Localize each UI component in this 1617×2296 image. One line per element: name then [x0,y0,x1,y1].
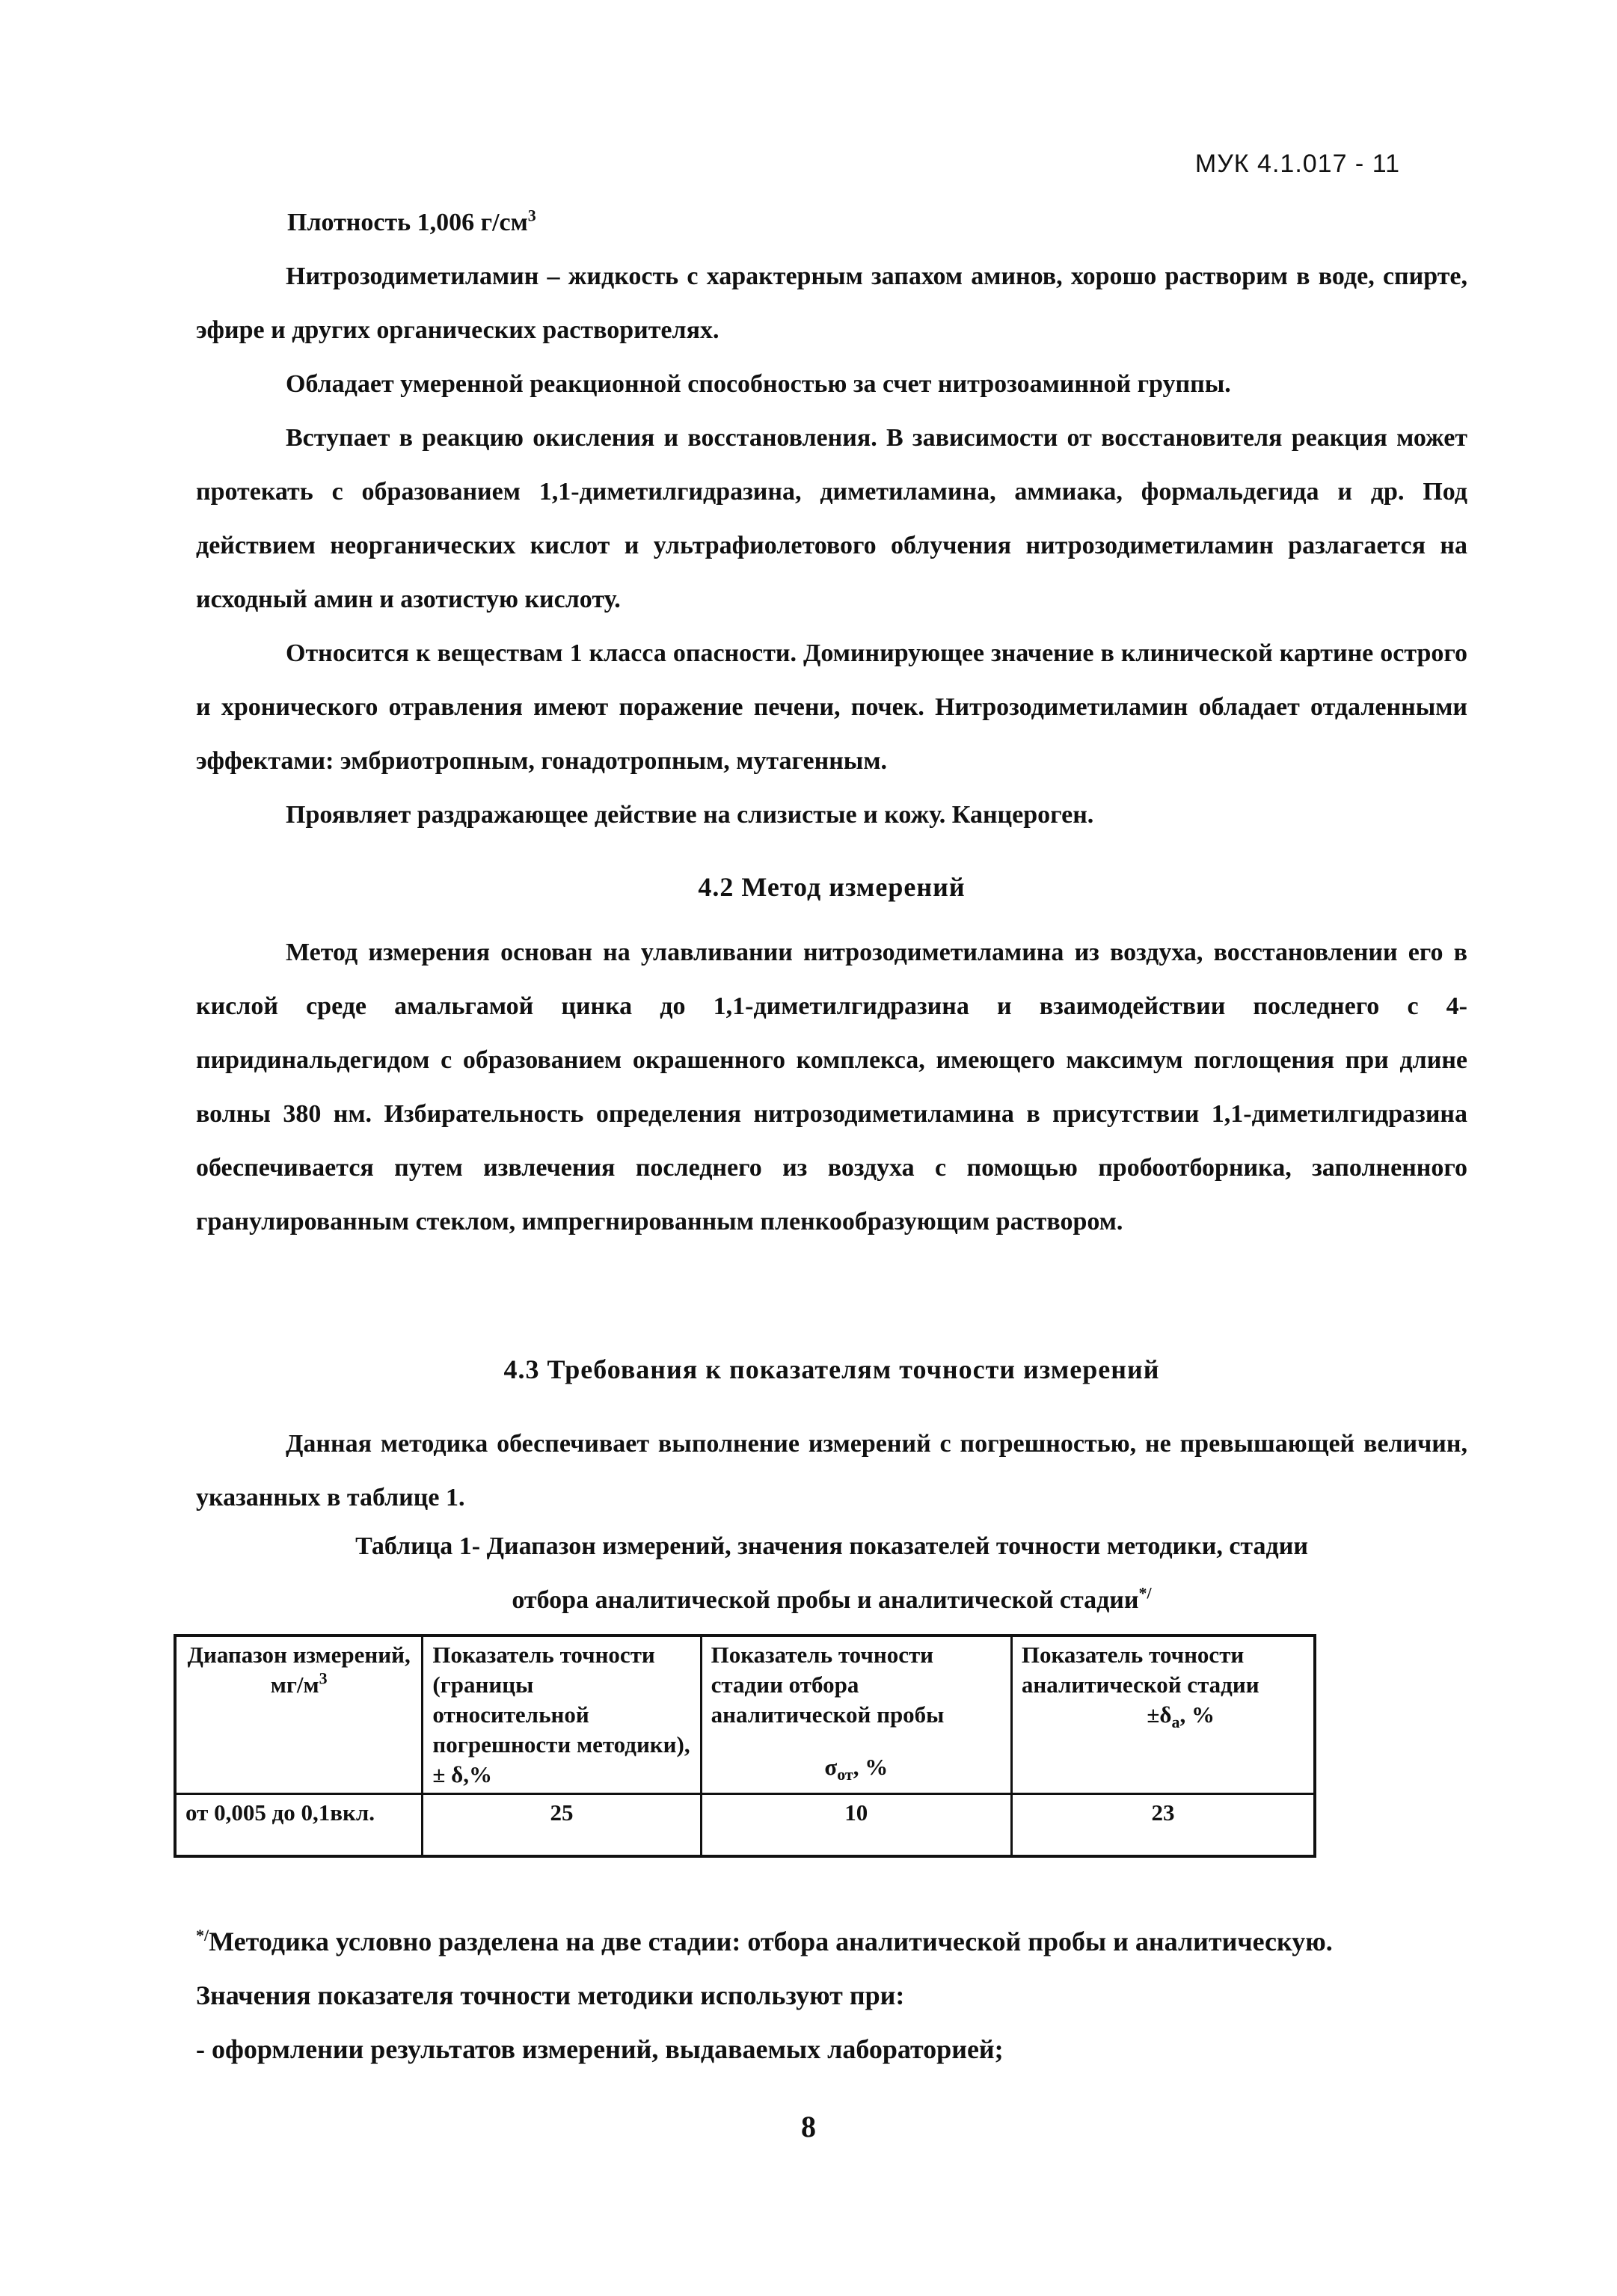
delta-a-subscript: а [1171,1713,1180,1732]
header-analytical-accuracy [1011,1636,1315,1794]
intro-paragraph-5: Проявляет раздражающее действие на слизистые и кожу. Канцероген. [286,801,1094,829]
table-caption-line-1: Таблица 1- Диапазон измерений, значения показателей точности методики, стадии [355,1532,1308,1560]
header-range-superscript: 3 [319,1669,328,1688]
sigma-symbol: σ [824,1754,838,1780]
density-text: Плотность 1,006 г/см [287,209,528,236]
table-caption-line-2 [196,1574,1467,1627]
table-header-row [175,1636,1315,1794]
table-caption-line-2-text: отбора аналитической пробы и аналитической стадии [512,1586,1139,1614]
intro-paragraph-4: Относится к веществам 1 класса опасности. Доминирующее значение в клинической картине острого и хронического отравления имеют поражение печени, почек. Нитрозодиметиламин обладает отдаленными эффектами: эмбриотропным, гонадотропным, мутагенным. [196,639,1467,775]
footnote-mark: */ [196,1926,209,1944]
header-range-text: Диапазон измерений, мг/м [187,1642,411,1698]
section-title-4-3: 4.3 Требования к показателям точности измерений [503,1354,1160,1384]
sigma-subscript: от [837,1765,853,1784]
usage-line: Значения показателя точности методики используют при: [196,1980,905,2010]
density-superscript: 3 [527,206,536,225]
section-title-4-2: 4.2 Метод измерений [698,872,966,902]
intro-paragraph-2: Обладает умеренной реакционной способностью за счет нитрозоаминной группы. [286,370,1231,398]
accuracy-table [174,1634,1316,1858]
cell-range: от 0,005 до 0,1вкл. [175,1794,423,1857]
cell-delta: 25 [423,1794,701,1857]
usage-item-1: - оформлении результатов измерений, выдаваемых лабораторией; [196,2034,1004,2064]
intro-paragraph-1: Нитрозодиметиламин – жидкость с характерным запахом аминов, хорошо растворим в воде, спирте, эфире и других органических растворителях. [196,263,1467,344]
delta-a-symbol: ±δ [1147,1701,1172,1728]
table-caption-footnote-mark: */ [1138,1583,1152,1603]
document-code: МУК 4.1.017 - 11 [1194,150,1400,178]
header-method-accuracy: Показатель точности (границы относительной погрешности методики), ± δ,% [423,1636,701,1794]
page-number: 8 [801,2110,816,2143]
density-line [196,196,1467,250]
section-4-2-paragraph: Метод измерения основан на улавливании нитрозодиметиламина из воздуха, восстановлении его в кислой среде амальгамой цинка до 1,1-диметилгидразина и взаимодействии последнего с 4-пиридинальдегидом с образованием окрашенного комплекса, имеющего максимум поглощения при длине волны 380 нм. Избирательность определения нитрозодиметиламина в присутствии 1,1-диметилгидразина обеспечивается путем извлечения последнего из воздуха с помощью пробоотборника, заполненного гранулированным стеклом, импрегнированным пленкообразующим раствором. [196,939,1467,1236]
cell-sigma: 10 [701,1794,1011,1857]
cell-delta-a: 23 [1011,1794,1315,1857]
footnote-text: Методика условно разделена на две стадии: отбора аналитической пробы и аналитическую. [209,1927,1333,1956]
header-range [175,1636,423,1794]
header-sampling-symbol [711,1730,1001,1782]
section-4-3-body [196,1417,1467,1525]
header-analytical-accuracy-text: Показатель точности аналитической стадии [1021,1642,1259,1698]
header-analytical-symbol [1022,1700,1304,1730]
section-4-2-body [196,926,1467,1249]
table-caption [196,1520,1467,1627]
footnote-block [196,1915,1467,2076]
table-row [175,1794,1315,1857]
sigma-unit: , % [853,1754,889,1780]
intro-block [196,196,1467,842]
header-sampling-accuracy-text: Показатель точности стадии отбора аналитической пробы [711,1642,945,1728]
intro-paragraph-3: Вступает в реакцию окисления и восстановления. В зависимости от восстановителя реакция может протекать с образованием 1,1-диметилгидразина, диметиламина, аммиака, формальдегида и др. Под действием неорганических кислот и ультрафиолетового облучения нитрозодиметиламин разлагается на исходный амин и азотистую кислоту. [196,424,1467,613]
delta-a-unit: , % [1179,1701,1215,1728]
section-4-3-paragraph: Данная методика обеспечивает выполнение измерений с погрешностью, не превышающей величин, указанных в таблице 1. [196,1430,1467,1511]
footnote-line [196,1915,1467,1968]
header-sampling-accuracy [701,1636,1011,1794]
